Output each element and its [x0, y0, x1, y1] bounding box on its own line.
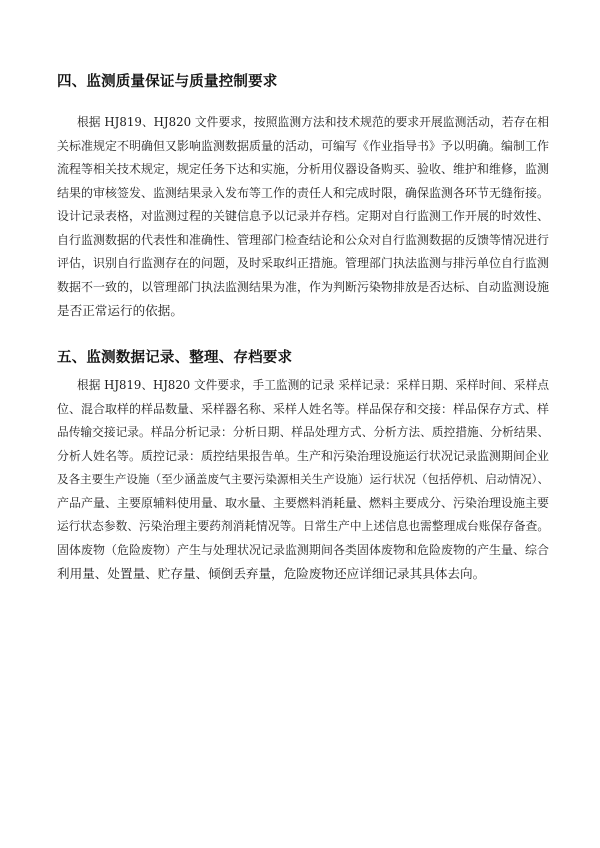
paragraph-line: 结果的审核签发、监测结果录入发布等工作的责任人和完成时限，确保监测各环节无缝衔接。 — [57, 185, 549, 200]
paragraph-line: 固体废物（危险废物）产生与处理状况记录监测期间各类固体废物和危险废物的产生量、综合 — [57, 542, 549, 557]
paragraph-line: 品传输交接记录。样品分析记录：分析日期、样品处理方式、分析方法、质控措施、分析结果、 — [57, 425, 549, 439]
paragraph-line: 运行状态参数、污染治理主要药剂消耗情况等。日常生产中上述信息也需整理成台账保存备查。 — [57, 519, 549, 533]
paragraph-line: 设计记录表格，对监测过程的关键信息予以记录并存档。定期对自行监测工作开展的时效性、 — [57, 209, 549, 223]
paragraph-line: 自行监测数据的代表性和准确性、管理部门检查结论和公众对自行监测数据的反馈等情况进行 — [57, 232, 549, 247]
paragraph-line: 产品产量、主要原辅料使用量、取水量、主要燃料消耗量、燃料主要成分、污染治理设施主要 — [57, 495, 549, 510]
section-heading-quality-control: 四、监测质量保证与质量控制要求 — [57, 74, 278, 90]
paragraph-line: 利用量、处置量、贮存量、倾倒丢弃量，危险废物还应详细记录其具体去向。 — [57, 566, 486, 581]
paragraph-line: 数据不一致的，以管理部门执法监测结果为准，作为判断污染物排放是否达标、自动监测设施 — [57, 279, 549, 294]
paragraph-line: 位、混合取样的样品数量、采样器名称、采样人姓名等。样品保存和交接：样品保存方式、样 — [57, 401, 549, 416]
paragraph-line: 分析人姓名等。质控记录：质控结果报告单。生产和污染治理设施运行状况记录监测期间企业 — [57, 448, 549, 463]
section-heading-data-records: 五、监测数据记录、整理、存档要求 — [57, 350, 293, 366]
section-paragraph-quality-control — [57, 111, 549, 323]
section-paragraph-data-records — [57, 374, 549, 586]
paragraph-line: 是否正常运行的依据。 — [57, 303, 183, 318]
paragraph-line: 根据 HJ819、HJ820 文件要求，手工监测的记录 采样记录：采样日期、采样时间、采样点 — [77, 378, 549, 392]
paragraph-line: 关标准规定不明确但又影响监测数据质量的活动，可编写《作业指导书》予以明确。编制工作 — [57, 138, 549, 153]
paragraph-line: 及各主要生产设施（至少涵盖废气主要污染源相关生产设施）运行状况（包括停机、启动情况）、 — [57, 472, 549, 486]
paragraph-line: 评估，识别自行监测存在的问题，及时采取纠正措施。管理部门执法监测与排污单位自行监测 — [57, 256, 549, 270]
paragraph-line: 根据 HJ819、HJ820 文件要求，按照监测方法和技术规范的要求开展监测活动，若存在相 — [77, 115, 549, 129]
paragraph-line: 流程等相关技术规定，规定任务下达和实施，分析用仪器设备购买、验收、维护和维修，监测 — [57, 162, 549, 176]
